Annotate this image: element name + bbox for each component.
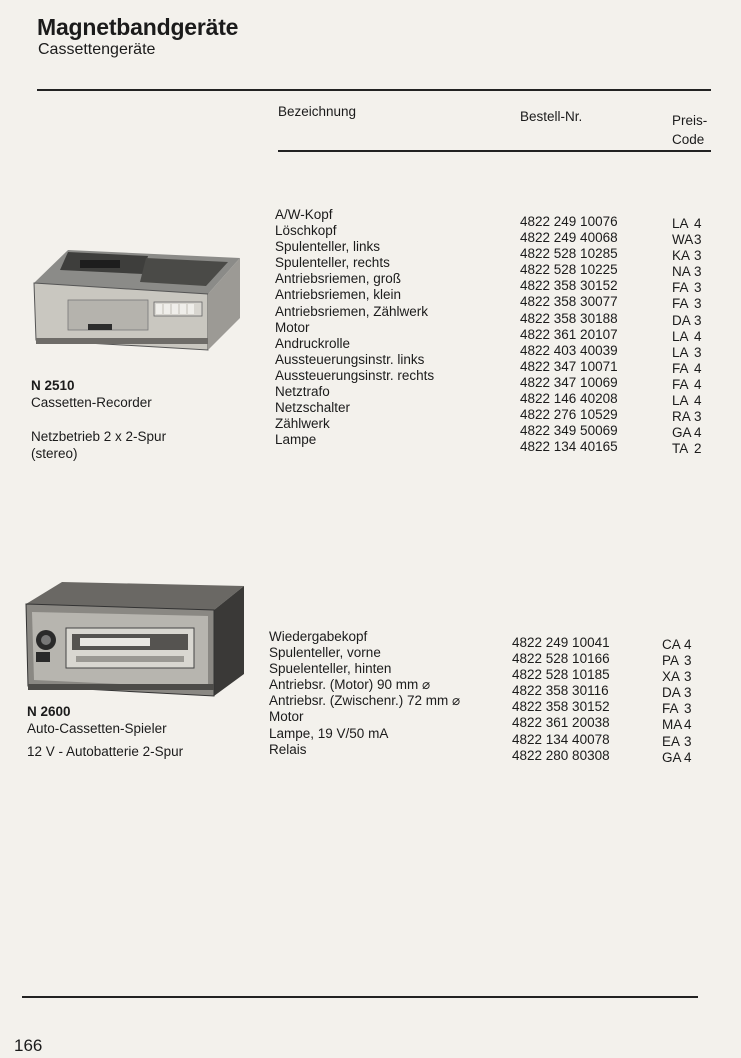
price-code <box>672 313 702 329</box>
price-code <box>672 248 702 264</box>
price-code-letters: PA <box>662 653 680 669</box>
part-name: Aussteuerungsinstr. rechts <box>275 367 435 383</box>
parts-numbers-n2510 <box>520 214 618 455</box>
price-code <box>672 329 702 345</box>
model-name: Auto-Cassetten-Spieler <box>27 721 167 736</box>
model-name: Cassetten-Recorder <box>31 395 152 410</box>
part-name: Wiedergabekopf <box>269 629 368 644</box>
price-code <box>672 232 702 248</box>
part-number: 4822 528 10166 <box>512 651 610 667</box>
price-code-level: 3 <box>684 669 692 685</box>
part-name: Lampe, 19 V/50 mA <box>269 725 389 741</box>
price-code <box>662 637 692 653</box>
price-code <box>662 653 692 669</box>
price-code <box>662 685 692 701</box>
price-code-letters: LA <box>672 216 689 231</box>
footer-rule <box>22 996 698 998</box>
price-code-letters: GA <box>662 749 682 765</box>
part-number: 4822 134 40165 <box>520 439 618 455</box>
price-code-level: 4 <box>694 376 702 392</box>
price-code-letters: DA <box>672 312 691 328</box>
price-code <box>672 409 702 425</box>
parts-names-n2600 <box>269 629 460 758</box>
price-code-level: 3 <box>694 280 702 296</box>
price-code <box>672 280 702 296</box>
part-name: Lampe <box>275 432 317 448</box>
price-codes-n2510 <box>672 216 702 457</box>
part-number: 4822 528 10185 <box>512 667 610 683</box>
part-name: Antriebsriemen, Zählwerk <box>275 303 429 319</box>
column-header-preis-code <box>672 111 707 149</box>
price-code-letters: GA <box>672 425 692 441</box>
part-number: 4822 249 40068 <box>520 230 618 246</box>
price-code-letters: LA <box>672 344 689 360</box>
price-code-letters: MA <box>662 717 683 733</box>
price-code <box>672 441 702 457</box>
part-number: 4822 403 40039 <box>520 342 618 358</box>
price-code-level: 3 <box>694 264 702 280</box>
price-code-level: 3 <box>684 701 692 717</box>
price-code <box>662 717 692 733</box>
model-info-2: (stereo) <box>31 446 78 461</box>
model-info: 12 V - Autobatterie 2-Spur <box>27 744 184 759</box>
part-name: Aussteuerungsinstr. links <box>275 351 425 367</box>
part-number: 4822 528 10285 <box>520 246 618 262</box>
header-top-rule <box>37 89 711 91</box>
price-code-level: 3 <box>684 733 692 749</box>
price-code-level: 4 <box>694 216 702 231</box>
page-title: Magnetbandgeräte <box>37 14 239 40</box>
price-code <box>672 345 702 361</box>
price-code <box>662 669 692 685</box>
part-name: Antriebsriemen, klein <box>275 287 402 303</box>
price-code-level: 3 <box>684 653 692 669</box>
part-name: Spulenteller, links <box>275 239 381 255</box>
page-subtitle: Cassettengeräte <box>38 41 156 58</box>
price-code-letters: NA <box>672 264 691 280</box>
part-name: Antriebsr. (Zwischenr.) 72 mm ⌀ <box>269 693 461 709</box>
part-number: 4822 280 80308 <box>512 747 610 763</box>
product-n2600-info <box>27 703 183 760</box>
part-number: 4822 276 10529 <box>520 407 618 423</box>
part-name: Motor <box>269 709 304 725</box>
part-number: 4822 361 20038 <box>512 715 610 731</box>
price-code-letters: FA <box>672 360 689 376</box>
part-number: 4822 358 30152 <box>512 699 610 715</box>
column-header-bestell-nr: Bestell-Nr. <box>520 109 583 124</box>
price-code <box>662 750 692 766</box>
model-number: N 2510 <box>31 378 75 393</box>
part-name: Relais <box>269 741 307 757</box>
part-name: Motor <box>275 319 310 335</box>
preis-code-line-1: Preis- <box>672 113 708 128</box>
cassette-recorder-photo <box>28 238 246 370</box>
price-code-letters: FA <box>672 296 689 312</box>
part-number: 4822 358 30152 <box>520 278 618 294</box>
model-number: N 2600 <box>27 704 71 719</box>
part-name: Spulenteller, vorne <box>269 645 381 661</box>
part-number: 4822 358 30116 <box>512 683 609 699</box>
part-number: 4822 347 10071 <box>520 358 618 374</box>
price-code-letters: XA <box>662 669 681 685</box>
price-code-letters: FA <box>662 701 679 717</box>
price-code-letters: LA <box>672 393 689 409</box>
part-name: Andruckrolle <box>275 335 351 351</box>
part-number: 4822 358 30188 <box>520 310 618 326</box>
part-number: 4822 361 20107 <box>520 326 618 342</box>
price-code-level: 4 <box>694 328 702 344</box>
part-name: Löschkopf <box>275 223 337 239</box>
parts-names-n2510 <box>275 207 434 448</box>
part-name: Spuelenteller, hinten <box>269 661 392 677</box>
column-header-bezeichnung: Bezeichnung <box>278 104 357 119</box>
price-code-letters: LA <box>672 328 689 344</box>
price-code-level: 4 <box>684 717 692 733</box>
product-n2510-info <box>31 377 166 462</box>
price-code-letters: RA <box>672 409 691 425</box>
part-name: Spulenteller, rechts <box>275 255 390 271</box>
car-cassette-player-photo <box>22 578 248 698</box>
price-code <box>672 216 702 232</box>
part-number: 4822 349 50069 <box>520 423 618 439</box>
part-name: Antriebsriemen, groß <box>275 271 402 287</box>
price-code-letters: KA <box>672 248 691 264</box>
price-code-letters: TA <box>672 441 689 457</box>
part-name: Antriebsr. (Motor) 90 mm ⌀ <box>269 677 431 693</box>
preis-code-line-2: Code <box>672 132 705 147</box>
part-number: 4822 347 10069 <box>520 374 618 390</box>
price-code-level: 4 <box>684 749 692 765</box>
price-codes-n2600 <box>662 637 692 766</box>
price-code-letters: FA <box>672 376 689 392</box>
price-code-level: 3 <box>684 685 692 701</box>
part-name: A/W-Kopf <box>275 207 333 222</box>
price-code <box>662 734 692 750</box>
price-code-letters: WA <box>672 232 694 248</box>
part-name: Zählwerk <box>275 416 330 432</box>
price-code <box>662 701 692 717</box>
price-code-letters: FA <box>672 280 689 296</box>
price-code-level: 3 <box>694 312 702 328</box>
part-number: 4822 249 10041 <box>512 635 610 650</box>
part-name: Netzschalter <box>275 400 351 416</box>
parts-numbers-n2600 <box>512 635 610 764</box>
price-code <box>672 377 702 393</box>
model-info: Netzbetrieb 2 x 2-Spur <box>31 429 167 444</box>
page-number: 166 <box>14 1036 43 1055</box>
price-code-level: 4 <box>694 393 702 409</box>
price-code-level: 3 <box>694 344 702 360</box>
price-code <box>672 296 702 312</box>
price-code-level: 4 <box>684 637 692 652</box>
header-bottom-rule <box>278 150 711 152</box>
price-code <box>672 425 702 441</box>
part-name: Netztrafo <box>275 384 330 400</box>
price-code-level: 3 <box>694 296 702 312</box>
price-code <box>672 264 702 280</box>
price-code-letters: EA <box>662 733 681 749</box>
price-code <box>672 361 702 377</box>
part-number: 4822 134 40078 <box>512 731 610 747</box>
price-code-letters: DA <box>662 685 681 701</box>
price-code <box>672 393 702 409</box>
price-code-letters: CA <box>662 637 681 652</box>
part-number: 4822 358 30077 <box>520 294 618 310</box>
price-code-level: 3 <box>694 232 702 248</box>
part-number: 4822 528 10225 <box>520 262 618 278</box>
price-code-level: 4 <box>694 360 702 376</box>
part-number: 4822 249 10076 <box>520 214 618 229</box>
price-code-level: 3 <box>694 248 702 264</box>
price-code-level: 4 <box>694 425 702 441</box>
price-code-level: 3 <box>694 409 702 425</box>
part-number: 4822 146 40208 <box>520 391 618 407</box>
price-code-level: 2 <box>694 441 702 457</box>
